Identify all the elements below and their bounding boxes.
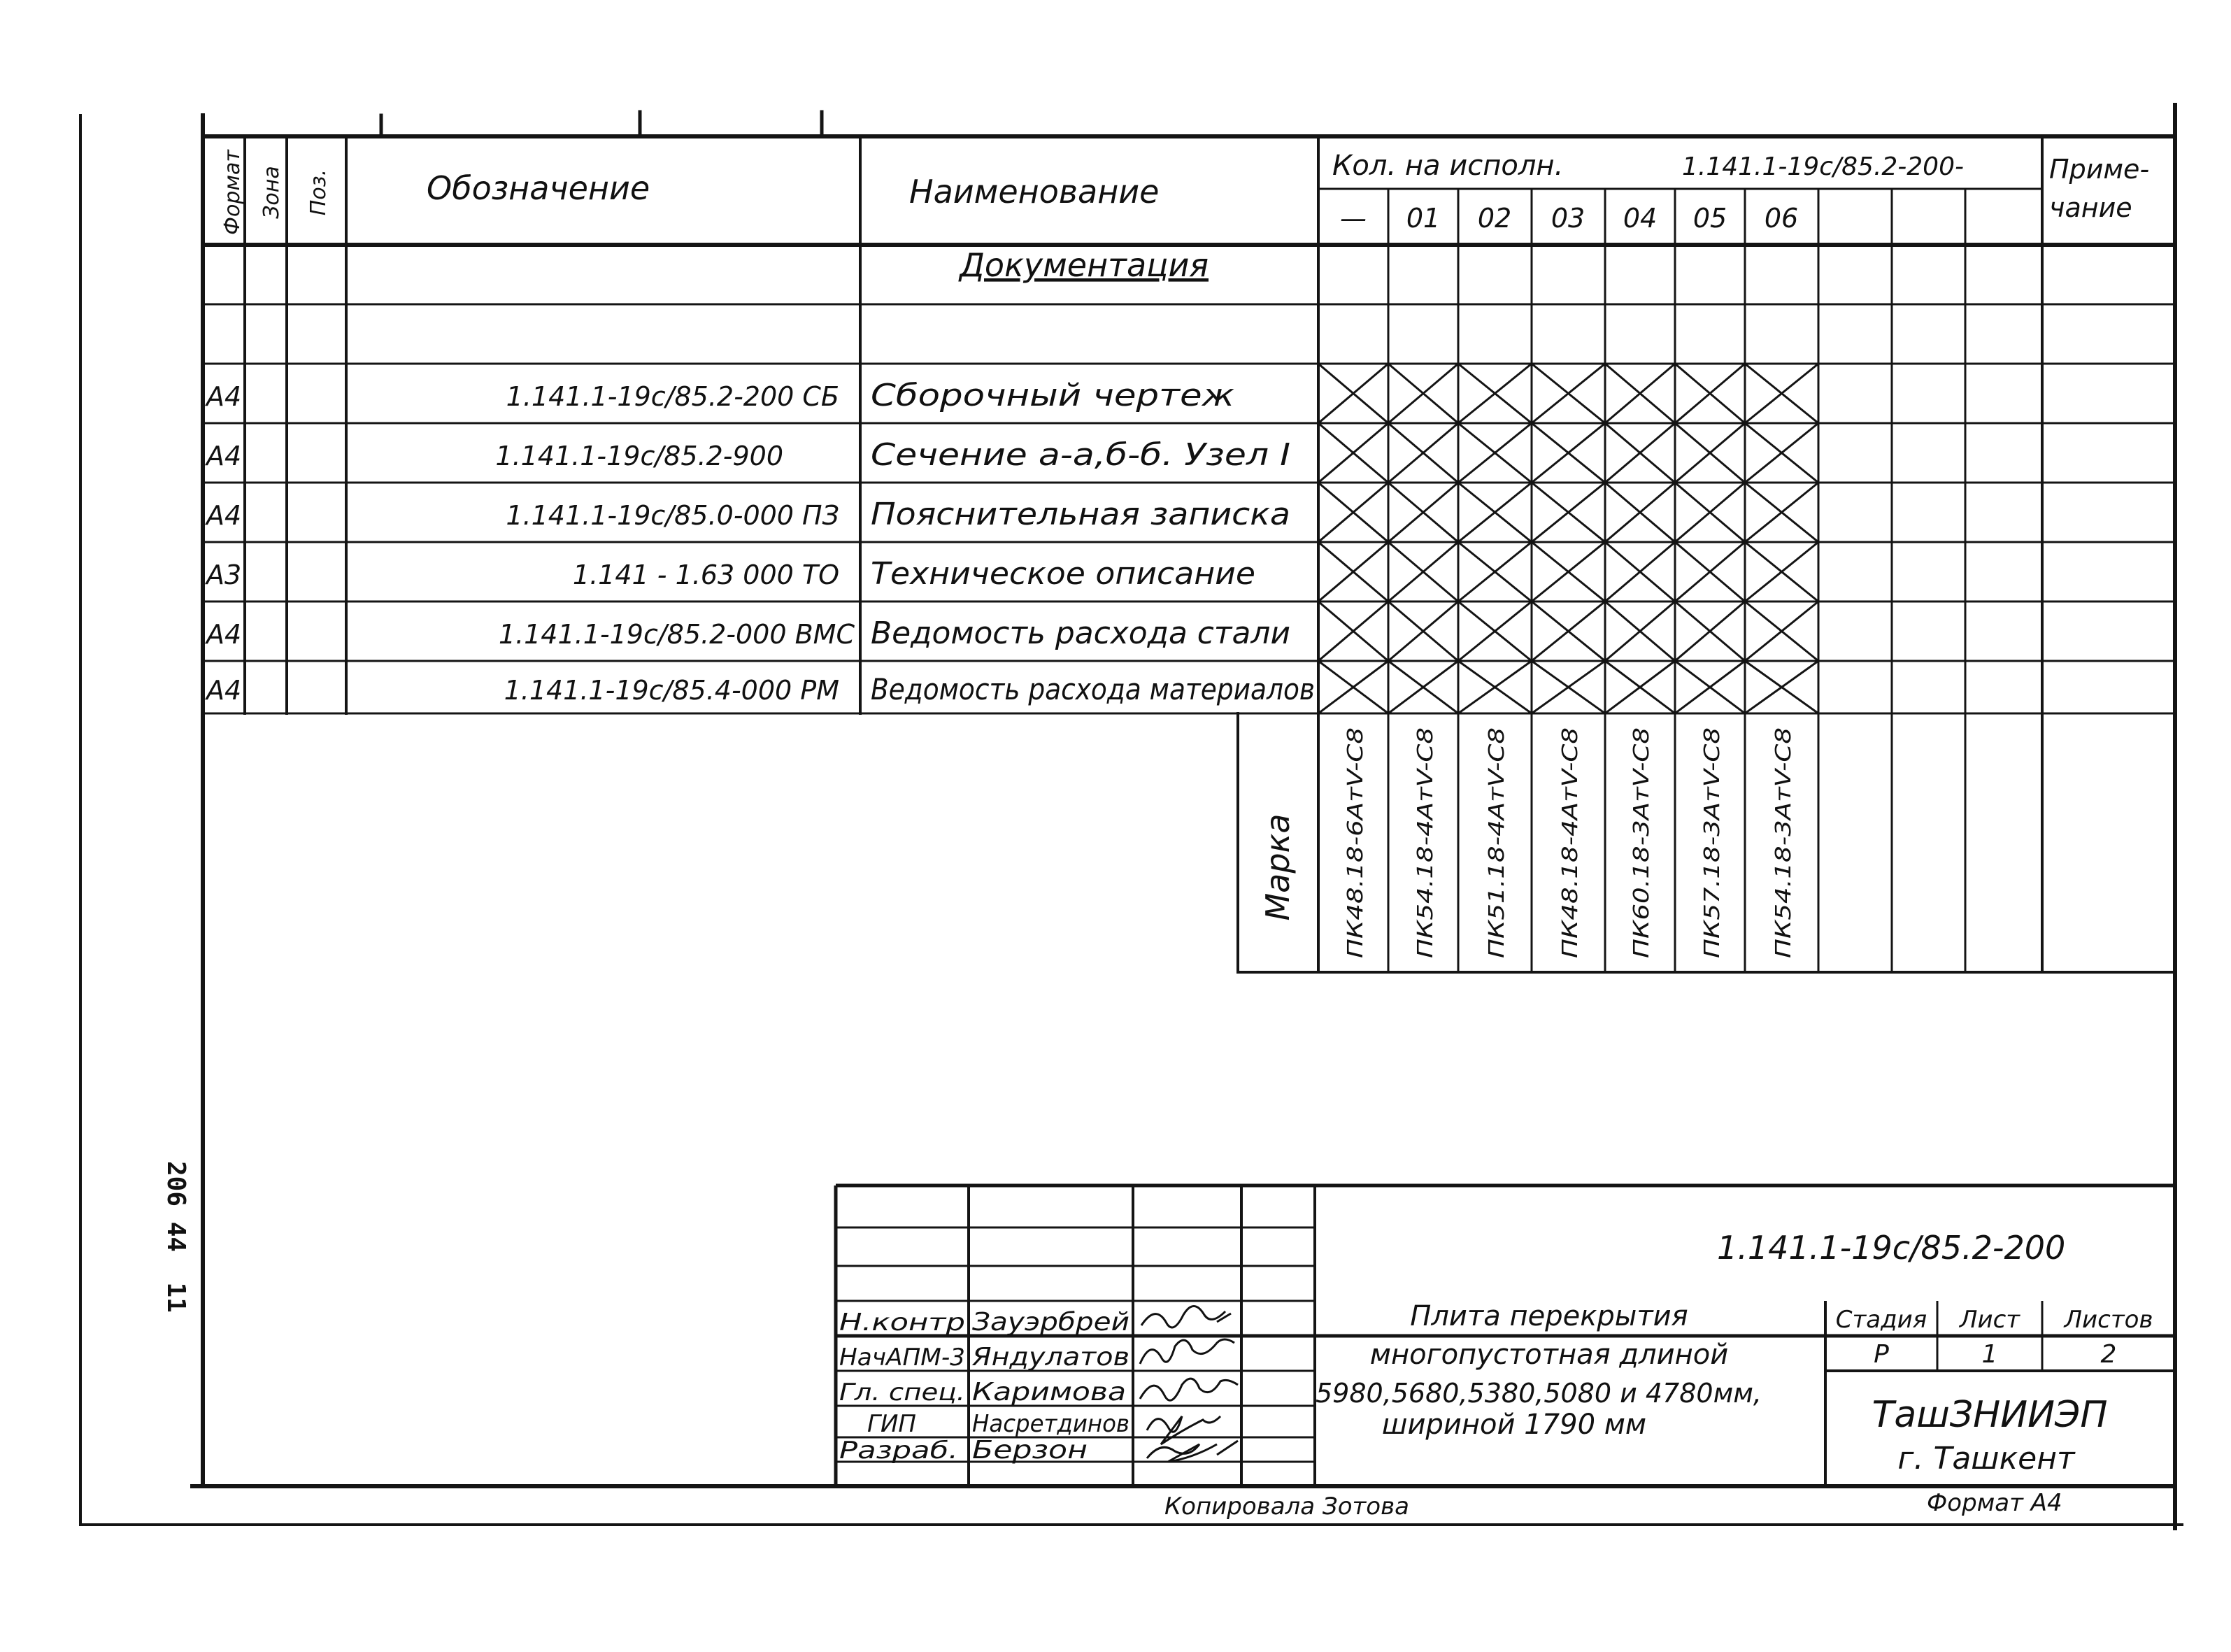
signature-1 — [1141, 1306, 1231, 1328]
role-label: ГИП — [867, 1410, 916, 1438]
row-designation: 1.141.1-19с/85.0-000 ПЗ — [506, 500, 839, 531]
variant-col-0: — — [1340, 203, 1367, 234]
row-name: Ведомость расхода стали — [871, 615, 1290, 651]
role-name: Каримова — [972, 1378, 1126, 1407]
row-format: А4 — [206, 381, 242, 412]
row-designation: 1.141 - 1.63 000 ТО — [572, 560, 839, 590]
role-name: Насретдинов — [972, 1410, 1129, 1438]
header-name: Наименование — [909, 173, 1160, 211]
header-zone: Зона — [259, 166, 284, 219]
role-name: Берзон — [972, 1436, 1088, 1465]
role-name: Зауэрбрей — [972, 1308, 1129, 1337]
row-format: А4 — [206, 619, 242, 650]
mark-label: ПК60.18-3АтV-С8 — [1630, 771, 1654, 958]
variant-col-5: 05 — [1692, 203, 1727, 234]
sheet-value: 1 — [1981, 1340, 1998, 1369]
row-name: Сборочный чертеж — [871, 378, 1235, 413]
title-line: 5980,5680,5380,5080 и 4780мм, — [1315, 1378, 1762, 1409]
margin-stamp: 206 44 11 — [162, 1161, 190, 1313]
variant-col-6: 06 — [1764, 203, 1799, 234]
mark-label: ПК48.18-6АтV-С8 — [1343, 771, 1368, 958]
mark-label: ПК54.18-3АтV-С8 — [1772, 771, 1796, 958]
title-line: Плита перекрытия — [1410, 1300, 1688, 1332]
mark-label: ПК57.18-3АтV-С8 — [1700, 771, 1725, 958]
mark-label: ПК48.18-4АтV-С8 — [1558, 771, 1583, 958]
row-designation: 1.141.1-19с/85.4-000 РМ — [504, 675, 839, 706]
variant-col-1: 01 — [1406, 203, 1441, 234]
section-title: Документация — [959, 246, 1209, 284]
row-designation: 1.141.1-19с/85.2-000 ВМС — [498, 619, 855, 650]
row-designation: 1.141.1-19с/85.2-200 СБ — [506, 381, 839, 412]
role-label: Разраб. — [839, 1437, 958, 1465]
header-qty-label: Кол. на исполн. — [1332, 150, 1564, 182]
table-row — [204, 672, 1315, 706]
row-format: А3 — [206, 560, 242, 590]
table-row — [204, 556, 1255, 592]
spec-header — [220, 149, 2149, 235]
title-line: многопустотная длиной — [1369, 1339, 1729, 1371]
table-row — [204, 437, 1290, 473]
row-format: А4 — [206, 441, 242, 471]
signature-4 — [1147, 1416, 1220, 1444]
header-qty-code: 1.141.1-19с/85.2-200- — [1682, 152, 1964, 181]
table-row — [204, 378, 1234, 413]
header-format: Формат — [220, 150, 245, 235]
org-name: ТашЗНИИЭП — [1872, 1394, 2108, 1436]
row-format: А4 — [206, 675, 242, 706]
org-city: г. Ташкент — [1897, 1441, 2075, 1476]
marks-block — [1259, 727, 1796, 958]
variant-col-2: 02 — [1477, 203, 1512, 234]
table-row — [204, 615, 1290, 651]
variant-col-3: 03 — [1551, 203, 1585, 234]
signature-3 — [1140, 1379, 1238, 1400]
role-label: Гл. спец. — [839, 1379, 965, 1407]
row-name: Пояснительная записка — [871, 497, 1290, 532]
header-pos: Поз. — [306, 169, 331, 216]
variant-col-4: 04 — [1623, 203, 1658, 234]
marka-label: Марка — [1259, 813, 1297, 921]
stage-label: Стадия — [1835, 1306, 1927, 1334]
row-name: Ведомость расхода материалов — [871, 672, 1315, 706]
role-label: Н.контр — [839, 1309, 965, 1337]
sheets-label: Листов — [2064, 1306, 2153, 1334]
mark-label: ПК51.18-4АтV-С8 — [1485, 771, 1509, 958]
row-name: Сечение а-а,б-б. Узел I — [871, 437, 1290, 473]
doc-code: 1.141.1-19с/85.2-200 — [1717, 1229, 2066, 1267]
sheet-label: Лист — [1959, 1306, 2020, 1334]
role-label: НачАПМ-3 — [839, 1344, 965, 1372]
header-note-1: Приме- — [2049, 154, 2150, 185]
row-name: Техническое описание — [871, 556, 1255, 592]
footer-format: Формат А4 — [1927, 1489, 2062, 1517]
row-designation: 1.141.1-19с/85.2-900 — [495, 441, 783, 471]
title-line: шириной 1790 мм — [1381, 1409, 1647, 1441]
header-note-2: чание — [2049, 192, 2132, 223]
row-format: А4 — [206, 500, 242, 531]
mark-label: ПК54.18-4АтV-С8 — [1413, 771, 1438, 958]
signature-2 — [1140, 1339, 1234, 1364]
sheets-value: 2 — [2100, 1340, 2117, 1369]
header-designation: Обозначение — [427, 169, 650, 207]
table-row — [204, 497, 1290, 532]
role-name: Яндулатов — [971, 1343, 1129, 1372]
stage-value: Р — [1874, 1340, 1889, 1369]
footer-copied: Копировала Зотова — [1164, 1493, 1409, 1521]
